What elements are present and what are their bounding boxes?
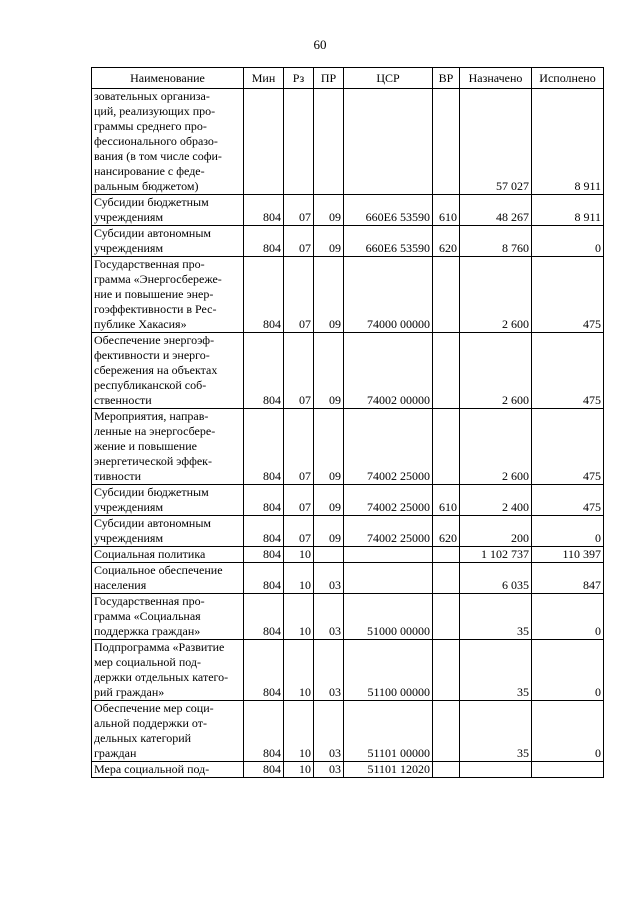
cell-min: 804 xyxy=(244,333,284,409)
cell-assigned: 8 760 xyxy=(460,226,532,257)
budget-table xyxy=(91,67,604,778)
cell-min: 804 xyxy=(244,409,284,485)
table-row xyxy=(92,257,604,333)
cell-executed: 475 xyxy=(532,257,604,333)
cell-vr xyxy=(433,333,460,409)
cell-name: Субсидии бюджетным учреждениям xyxy=(92,485,244,516)
table-row xyxy=(92,640,604,701)
cell-name: Социальное обеспечение населения xyxy=(92,563,244,594)
cell-executed: 0 xyxy=(532,516,604,547)
cell-csr: 74002 25000 xyxy=(344,409,433,485)
table-row xyxy=(92,516,604,547)
header-name: Наименование xyxy=(92,68,244,89)
cell-csr: 51101 12020 xyxy=(344,762,433,778)
cell-rz: 10 xyxy=(284,563,314,594)
cell-min xyxy=(244,89,284,195)
header-csr: ЦСР xyxy=(344,68,433,89)
cell-pr xyxy=(314,89,344,195)
cell-executed: 0 xyxy=(532,640,604,701)
table-row xyxy=(92,333,604,409)
table-header-row xyxy=(92,68,604,89)
cell-csr: 660Е6 53590 xyxy=(344,195,433,226)
cell-assigned xyxy=(460,762,532,778)
cell-executed: 475 xyxy=(532,333,604,409)
cell-name: Подпрограмма «Развитие мер социальной под- держки отдельных катего- рий граждан» xyxy=(92,640,244,701)
cell-rz: 07 xyxy=(284,485,314,516)
cell-min: 804 xyxy=(244,547,284,563)
table-row xyxy=(92,594,604,640)
cell-assigned: 200 xyxy=(460,516,532,547)
cell-executed: 110 397 xyxy=(532,547,604,563)
cell-name: Государственная про- грамма «Социальная поддержка граждан» xyxy=(92,594,244,640)
cell-name: Мера социальной под- xyxy=(92,762,244,778)
cell-executed: 0 xyxy=(532,594,604,640)
cell-name: Государственная про- грамма «Энергосбереже- ние и повышение энер- гоэффективности в Рес- публике Хакасия» xyxy=(92,257,244,333)
cell-min: 804 xyxy=(244,640,284,701)
cell-name: Субсидии автономным учреждениям xyxy=(92,226,244,257)
cell-vr xyxy=(433,563,460,594)
cell-vr: 610 xyxy=(433,485,460,516)
cell-pr: 09 xyxy=(314,333,344,409)
cell-assigned: 2 600 xyxy=(460,257,532,333)
cell-min: 804 xyxy=(244,485,284,516)
cell-csr: 51100 00000 xyxy=(344,640,433,701)
cell-assigned: 2 600 xyxy=(460,409,532,485)
cell-assigned: 2 400 xyxy=(460,485,532,516)
table-row xyxy=(92,226,604,257)
cell-pr: 09 xyxy=(314,516,344,547)
cell-min: 804 xyxy=(244,762,284,778)
table-row xyxy=(92,762,604,778)
page-number: 60 xyxy=(313,37,327,52)
cell-pr: 09 xyxy=(314,409,344,485)
header-vr: ВР xyxy=(433,68,460,89)
cell-rz: 10 xyxy=(284,701,314,762)
cell-executed: 8 911 xyxy=(532,89,604,195)
cell-min: 804 xyxy=(244,516,284,547)
cell-executed: 8 911 xyxy=(532,195,604,226)
header-executed: Исполнено xyxy=(532,68,604,89)
cell-vr xyxy=(433,594,460,640)
header-rz: Рз xyxy=(284,68,314,89)
cell-rz: 10 xyxy=(284,640,314,701)
cell-vr: 610 xyxy=(433,195,460,226)
cell-assigned: 6 035 xyxy=(460,563,532,594)
cell-min: 804 xyxy=(244,594,284,640)
cell-pr: 03 xyxy=(314,701,344,762)
table-row xyxy=(92,547,604,563)
cell-assigned: 35 xyxy=(460,594,532,640)
cell-vr: 620 xyxy=(433,516,460,547)
cell-rz: 10 xyxy=(284,762,314,778)
cell-executed: 475 xyxy=(532,485,604,516)
cell-vr xyxy=(433,89,460,195)
cell-assigned: 1 102 737 xyxy=(460,547,532,563)
cell-pr: 03 xyxy=(314,563,344,594)
cell-rz: 07 xyxy=(284,333,314,409)
cell-name: Субсидии бюджетным учреждениям xyxy=(92,195,244,226)
cell-assigned: 57 027 xyxy=(460,89,532,195)
cell-pr: 09 xyxy=(314,485,344,516)
cell-pr: 09 xyxy=(314,195,344,226)
table-row xyxy=(92,701,604,762)
cell-rz: 10 xyxy=(284,594,314,640)
cell-csr: 74000 00000 xyxy=(344,257,433,333)
cell-executed xyxy=(532,762,604,778)
cell-rz: 07 xyxy=(284,257,314,333)
cell-executed: 0 xyxy=(532,226,604,257)
cell-executed: 847 xyxy=(532,563,604,594)
cell-rz: 07 xyxy=(284,226,314,257)
table-row xyxy=(92,409,604,485)
cell-csr: 74002 25000 xyxy=(344,516,433,547)
cell-rz: 07 xyxy=(284,516,314,547)
table-row xyxy=(92,485,604,516)
cell-vr: 620 xyxy=(433,226,460,257)
table-row xyxy=(92,563,604,594)
cell-name: Социальная политика xyxy=(92,547,244,563)
cell-vr xyxy=(433,701,460,762)
cell-min: 804 xyxy=(244,226,284,257)
header-pr: ПР xyxy=(314,68,344,89)
cell-name: Субсидии автономным учреждениям xyxy=(92,516,244,547)
cell-assigned: 35 xyxy=(460,640,532,701)
cell-assigned: 2 600 xyxy=(460,333,532,409)
cell-vr xyxy=(433,409,460,485)
cell-name: Обеспечение энергоэф- фективности и энерго- сбережения на объектах республиканской соб- ственности xyxy=(92,333,244,409)
cell-min: 804 xyxy=(244,257,284,333)
cell-csr: 51000 00000 xyxy=(344,594,433,640)
cell-csr: 74002 25000 xyxy=(344,485,433,516)
cell-vr xyxy=(433,547,460,563)
cell-vr xyxy=(433,640,460,701)
cell-pr: 09 xyxy=(314,226,344,257)
cell-rz: 07 xyxy=(284,195,314,226)
cell-min: 804 xyxy=(244,701,284,762)
cell-csr xyxy=(344,547,433,563)
cell-vr xyxy=(433,257,460,333)
cell-vr xyxy=(433,762,460,778)
cell-name: Мероприятия, направ- ленные на энергосбере- жение и повышение энергетической эффек- тивности xyxy=(92,409,244,485)
cell-name: Обеспечение мер соци- альной поддержки от- дельных категорий граждан xyxy=(92,701,244,762)
cell-csr xyxy=(344,563,433,594)
header-assigned: Назначено xyxy=(460,68,532,89)
cell-csr: 74002 00000 xyxy=(344,333,433,409)
table-row xyxy=(92,89,604,195)
cell-csr xyxy=(344,89,433,195)
cell-pr xyxy=(314,547,344,563)
cell-min: 804 xyxy=(244,563,284,594)
cell-pr: 09 xyxy=(314,257,344,333)
cell-pr: 03 xyxy=(314,594,344,640)
cell-min: 804 xyxy=(244,195,284,226)
table-row xyxy=(92,195,604,226)
header-min: Мин xyxy=(244,68,284,89)
cell-rz xyxy=(284,89,314,195)
cell-executed: 475 xyxy=(532,409,604,485)
cell-assigned: 48 267 xyxy=(460,195,532,226)
cell-name: зовательных организа- ций, реализующих про- граммы среднего про- фессионального образо- вания (в том числе софи- нансирование с феде- ральным бюджетом) xyxy=(92,89,244,195)
cell-assigned: 35 xyxy=(460,701,532,762)
cell-pr: 03 xyxy=(314,640,344,701)
cell-pr: 03 xyxy=(314,762,344,778)
cell-csr: 660Е6 53590 xyxy=(344,226,433,257)
cell-executed: 0 xyxy=(532,701,604,762)
cell-rz: 10 xyxy=(284,547,314,563)
cell-csr: 51101 00000 xyxy=(344,701,433,762)
cell-rz: 07 xyxy=(284,409,314,485)
